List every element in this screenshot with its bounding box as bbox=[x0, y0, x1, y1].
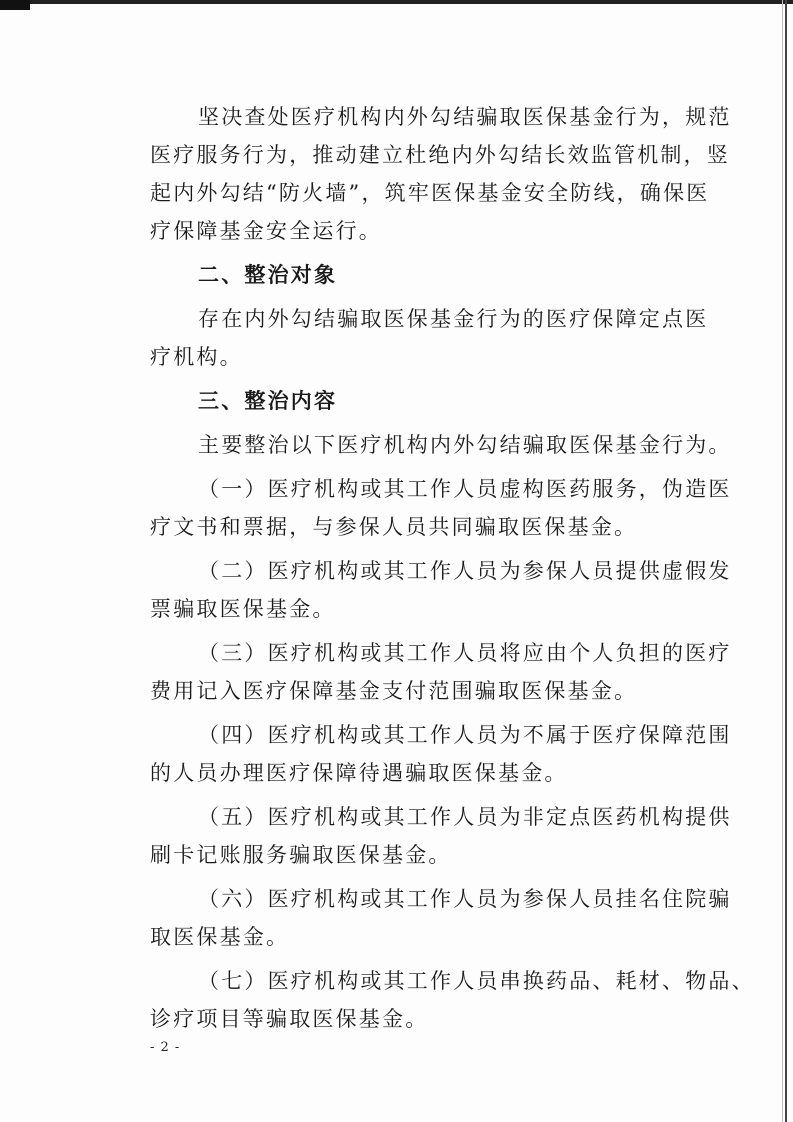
paragraph bbox=[150, 300, 709, 376]
paragraph-line: 疗机构。 bbox=[150, 345, 243, 369]
paragraph bbox=[150, 798, 732, 874]
paragraph bbox=[150, 98, 732, 250]
paragraph-line: 诊疗项目等骗取医保基金。 bbox=[150, 1007, 429, 1031]
heading-text: 三、整治内容 bbox=[198, 389, 338, 413]
paragraph-line: 刷卡记账服务骗取医保基金。 bbox=[150, 843, 452, 867]
section-heading bbox=[150, 256, 630, 294]
heading-text: 二、整治对象 bbox=[198, 263, 338, 287]
paragraph bbox=[150, 634, 732, 710]
scan-top-edge bbox=[0, 0, 793, 4]
paragraph-line: （三）医疗机构或其工作人员将应由个人负担的医疗 bbox=[198, 641, 732, 665]
paragraph-line: （五）医疗机构或其工作人员为非定点医药机构提供 bbox=[198, 805, 732, 829]
paragraph-line: 疗保障基金安全运行。 bbox=[150, 219, 382, 243]
paragraph-line: 费用记入医疗保障基金支付范围骗取医保基金。 bbox=[150, 679, 638, 703]
paragraph-line: （一）医疗机构或其工作人员虚构医药服务，伪造医 bbox=[198, 477, 732, 501]
page-number: - 2 - bbox=[150, 1040, 181, 1055]
paragraph-line: 存在内外勾结骗取医保基金行为的医疗保障定点医 bbox=[198, 307, 709, 331]
paragraph-line: （二）医疗机构或其工作人员为参保人员提供虚假发 bbox=[198, 559, 732, 583]
paragraph-line: （六）医疗机构或其工作人员为参保人员挂名住院骗 bbox=[198, 887, 732, 911]
paragraph-line: （四）医疗机构或其工作人员为不属于医疗保障范围 bbox=[198, 723, 732, 747]
scan-right-edge bbox=[785, 0, 787, 1122]
paragraph-line: 票骗取医保基金。 bbox=[150, 597, 336, 621]
paragraph-line: 取医保基金。 bbox=[150, 925, 290, 949]
paragraph-line: 坚决查处医疗机构内外勾结骗取医保基金行为，规范 bbox=[198, 105, 732, 129]
paragraph bbox=[150, 426, 732, 464]
scan-right-edge-faint bbox=[782, 0, 783, 1122]
paragraph bbox=[150, 470, 732, 546]
paragraph-line: 主要整治以下医疗机构内外勾结骗取医保基金行为。 bbox=[198, 433, 732, 457]
paragraph-line: 疗文书和票据，与参保人员共同骗取医保基金。 bbox=[150, 515, 638, 539]
paragraph bbox=[150, 552, 732, 628]
paragraph bbox=[150, 880, 732, 956]
paragraph-line: 起内外勾结“防火墙”，筑牢医保基金安全防线，确保医 bbox=[150, 181, 710, 205]
paragraph-line: 的人员办理医疗保障待遇骗取医保基金。 bbox=[150, 761, 568, 785]
section-heading bbox=[150, 382, 630, 420]
paragraph-line: （七）医疗机构或其工作人员串换药品、耗材、物品、 bbox=[198, 969, 755, 993]
document-body bbox=[150, 98, 755, 1038]
paragraph-line: 医疗服务行为，推动建立杜绝内外勾结长效监管机制，竖 bbox=[150, 143, 730, 167]
paragraph bbox=[150, 962, 755, 1038]
paragraph bbox=[150, 716, 732, 792]
scan-corner-mark bbox=[0, 0, 30, 10]
